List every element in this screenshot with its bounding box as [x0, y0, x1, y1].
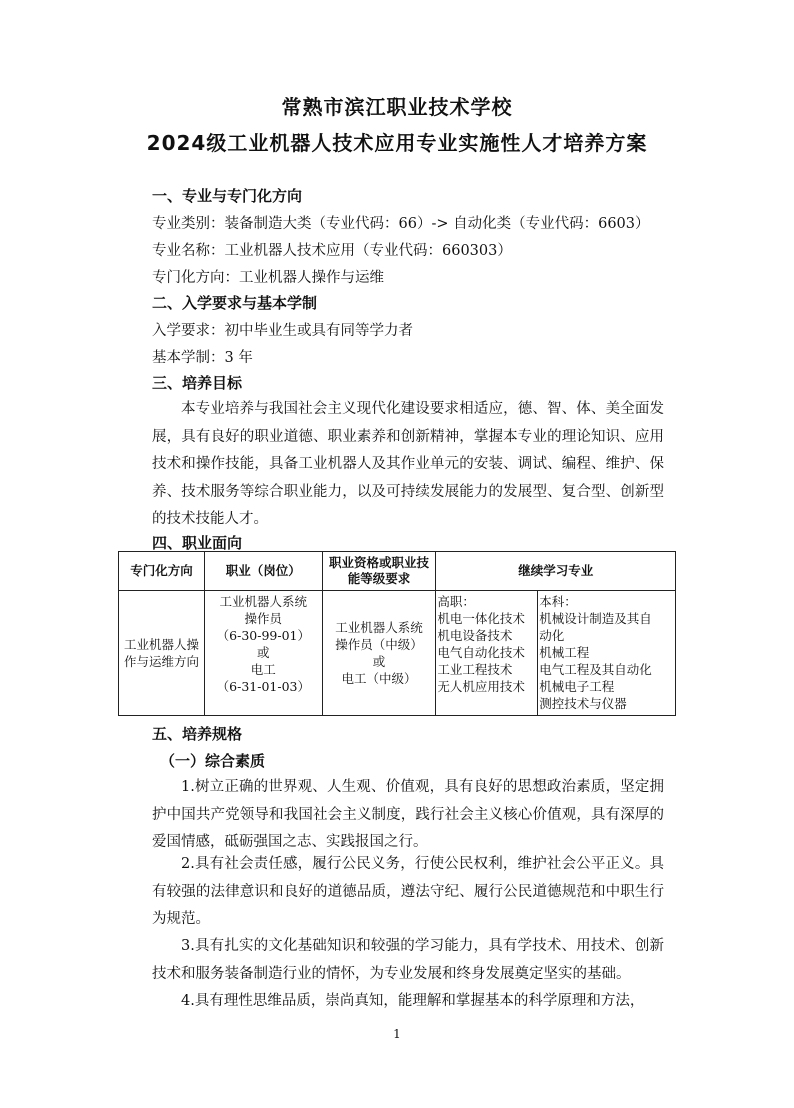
- cell-line: 工业机器人系统: [335, 620, 423, 635]
- cell-line: 或: [257, 645, 270, 660]
- cell-line: 工业工程技术: [437, 662, 513, 677]
- cell-line: 机械工程: [539, 645, 590, 660]
- cell-line: 机械设计制造及其自: [539, 611, 652, 626]
- cell-line: （6-31-01-03）: [216, 679, 310, 694]
- cell-line: 电工（中级）: [341, 671, 417, 686]
- header-direction: 专门化方向: [119, 552, 205, 591]
- cell-line: （6-30-99-01）: [216, 628, 310, 643]
- cell-line: 作与运维方向: [123, 654, 199, 669]
- cell-line: 电气自动化技术: [437, 645, 525, 660]
- cell-line: 操作员（中级）: [335, 637, 423, 652]
- cell-line: 机械电子工程: [539, 679, 615, 694]
- school-title: 常熟市滨江职业技术学校: [281, 95, 513, 119]
- page-number: 1: [393, 1027, 401, 1041]
- plan-title: 2024级工业机器人技术应用专业实施性人才培养方案: [146, 131, 648, 155]
- training-objective-text: 本专业培养与我国社会主义现代化建设要求相适应，德、智、体、美全面发展，具有良好的职业道德、职业素养和创新精神，掌握本专业的理论知识、应用技术和操作技能，具备工业机器人及其作业单元的安装、调试、编程、维护、保养、技术服务等综合职业能力，以及可持续发展能力的发展型、复合型、创新型的技术技能人才。: [152, 401, 664, 527]
- cell-line: 电气工程及其自动化: [539, 662, 652, 677]
- cell-line: 机电设备技术: [437, 628, 513, 643]
- cell-line: 或: [372, 654, 386, 669]
- major-name: 专业名称：工业机器人技术应用（专业代码：660303）: [152, 243, 512, 259]
- cell-direction: [119, 591, 205, 716]
- quality-item-2: 2.具有社会责任感，履行公民义务，行使公民权利，维护社会公平正义。具有较强的法律意识和良好的道德品质，遵法守纪、履行公民道德规范和中职生行为规范。: [152, 856, 664, 927]
- cell-line: 电工: [250, 662, 276, 677]
- table-row: [119, 591, 676, 716]
- cell-undergraduate: [538, 591, 676, 716]
- section-2-heading: 二、入学要求与基本学制: [152, 294, 318, 312]
- major-category: 专业类别：装备制造大类（专业代码：66）-> 自动化类（专业代码：6603）: [152, 216, 650, 232]
- cell-line: 机电一体化技术: [437, 611, 525, 626]
- table-header-row: [119, 552, 676, 591]
- cell-line: 动化: [539, 628, 565, 643]
- cell-line: 高职：: [437, 594, 475, 609]
- career-orientation-table: [118, 551, 676, 716]
- cell-line: 本科：: [539, 594, 577, 609]
- cell-qualifications: [322, 591, 436, 716]
- specialization-direction: 专门化方向：工业机器人操作与运维: [152, 270, 384, 286]
- header-qualification: 职业资格或职业技能等级要求: [322, 552, 436, 591]
- section-5-heading: 五、培养规格: [152, 725, 243, 743]
- cell-line: 测控技术与仪器: [539, 696, 627, 711]
- cell-line: 工业机器人操: [123, 637, 199, 652]
- study-duration: 基本学制：3 年: [152, 350, 253, 366]
- section-4-heading: 四、职业面向: [152, 534, 243, 552]
- cell-higher-vocational: [436, 591, 538, 716]
- header-position: 职业（岗位）: [204, 552, 322, 591]
- cell-line: 操作员: [244, 611, 283, 626]
- cell-line: 工业机器人系统: [219, 594, 308, 609]
- cell-line: 无人机应用技术: [437, 679, 525, 694]
- subsection-heading: （一）综合素质: [160, 752, 266, 770]
- section-1-heading: 一、专业与专门化方向: [152, 187, 303, 205]
- admission-requirement: 入学要求：初中毕业生或具有同等学力者: [152, 323, 413, 339]
- quality-item-4: 4.具有理性思维品质，崇尚真知，能理解和掌握基本的科学原理和方法，: [181, 993, 645, 1009]
- header-further-study: 继续学习专业: [436, 552, 676, 591]
- quality-item-1: 1.树立正确的世界观、人生观、价值观，具有良好的思想政治素质，坚定拥护中国共产党领导和我国社会主义制度，践行社会主义核心价值观，具有深厚的爱国情感，砥砺强国之志、实践报国之行。: [152, 779, 664, 850]
- quality-item-3: 3.具有扎实的文化基础知识和较强的学习能力，具有学技术、用技术、创新技术和服务装备制造行业的情怀，为专业发展和终身发展奠定坚实的基础。: [152, 938, 664, 982]
- section-3-heading: 三、培养目标: [152, 374, 243, 392]
- cell-positions: [204, 591, 322, 716]
